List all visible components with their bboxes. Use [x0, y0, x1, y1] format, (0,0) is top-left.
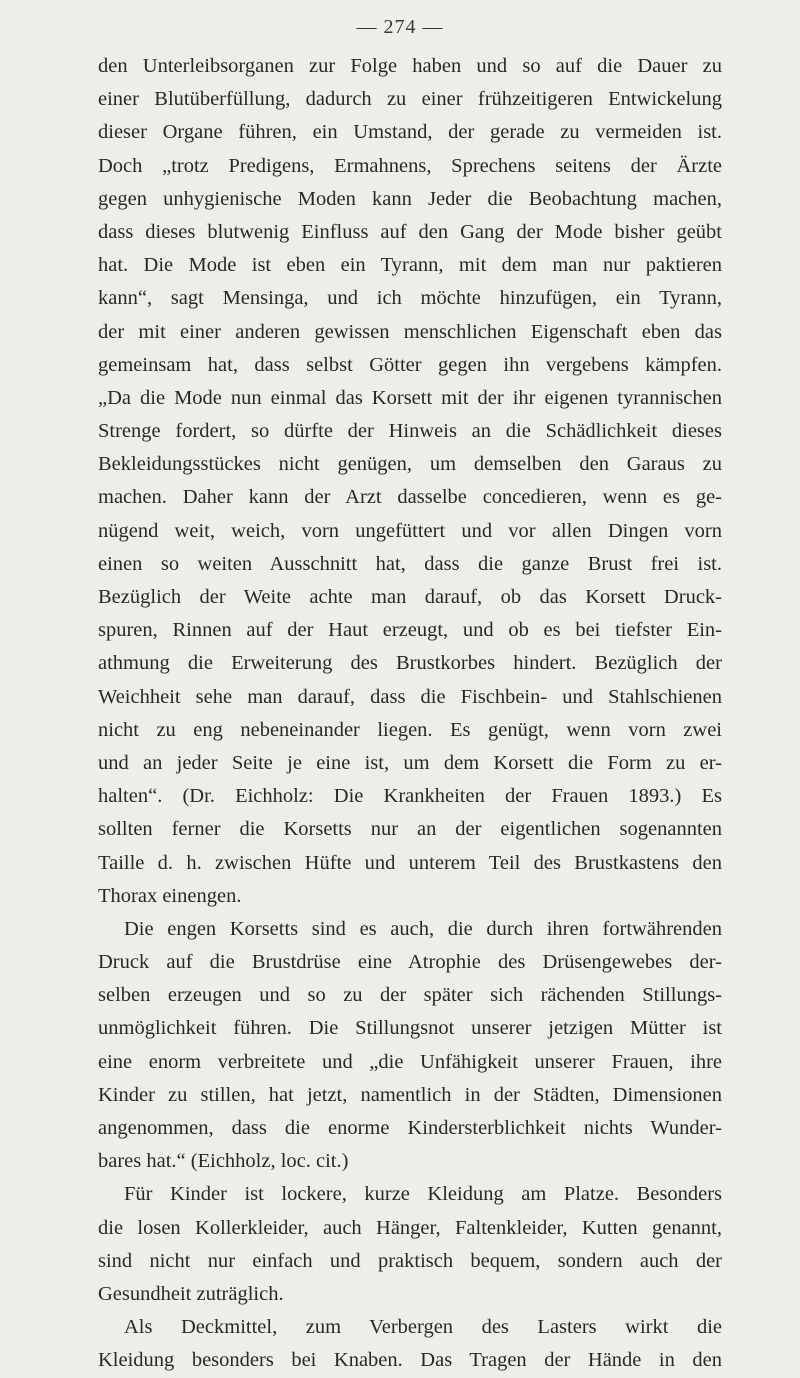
- text-line: Weichheit sehe man darauf, dass die Fischbein- und Stahlschienen: [98, 685, 722, 708]
- text-line: gegen unhygienische Moden kann Jeder die Beobachtung machen,: [98, 187, 722, 210]
- text-line: dass dieses blutwenig Einfluss auf den Gang der Mode bisher geübt: [98, 220, 722, 243]
- text-line: athmung die Erweiterung des Brustkorbes hindert. Bezüglich der: [98, 652, 722, 675]
- text-line: spuren, Rinnen auf der Haut erzeugt, und ob es bei tiefster Ein-: [98, 619, 722, 642]
- text-line: und an jeder Seite je eine ist, um dem Korsett die Form zu er-: [98, 751, 722, 774]
- text-line: Kinder zu stillen, hat jetzt, namentlich in der Städten, Dimensionen: [98, 1083, 722, 1106]
- page-number: — 274 —: [356, 16, 444, 38]
- text-line: dieser Organe führen, ein Umstand, der gerade zu vermeiden ist.: [98, 121, 722, 144]
- text-line: den Unterleibsorganen zur Folge haben und so auf die Dauer zu: [98, 55, 722, 77]
- text-line: Doch „trotz Predigens, Ermahnens, Sprechens seitens der Ärzte: [98, 154, 722, 177]
- text-line: Bezüglich der Weite achte man darauf, ob das Korsett Druck-: [98, 586, 722, 608]
- text-line: der mit einer anderen gewissen menschlichen Eigenschaft eben das: [98, 320, 722, 343]
- text-line: nügend weit, weich, vorn ungefüttert und vor allen Dingen vorn: [98, 519, 722, 542]
- text-line: halten“. (Dr. Eichholz: Die Krankheiten der Frauen 1893.) Es: [98, 785, 722, 808]
- text-line: Kleidung besonders bei Knaben. Das Tragen der Hände in den: [98, 1349, 722, 1372]
- text-line: Bekleidungsstückes nicht genügen, um demselben den Garaus zu: [98, 453, 722, 476]
- text-line: nicht zu eng nebeneinander liegen. Es genügt, wenn vorn zwei: [98, 718, 722, 741]
- text-line: einen so weiten Ausschnitt hat, dass die ganze Brust frei ist.: [98, 552, 722, 575]
- text-line: Druck auf die Brustdrüse eine Atrophie des Drüsengewebes der-: [98, 951, 722, 974]
- body-text: [98, 50, 722, 1378]
- text-line: sind nicht nur einfach und praktisch bequem, sondern auch der: [98, 1249, 722, 1272]
- text-line: kann“, sagt Mensinga, und ich möchte hinzufügen, ein Tyrann,: [98, 287, 722, 310]
- text-line: einer Blutüberfüllung, dadurch zu einer frühzeitigeren Entwickelung: [98, 88, 722, 111]
- text-line: „Da die Mode nun einmal das Korsett mit der ihr eigenen tyrannischen: [98, 386, 722, 409]
- text-line: Die engen Korsetts sind es auch, die durch ihren fortwährenden: [124, 917, 722, 940]
- text-line: angenommen, dass die enorme Kindersterblichkeit nichts Wunder-: [98, 1117, 722, 1139]
- text-line: die losen Kollerkleider, auch Hänger, Faltenkleider, Kutten genannt,: [98, 1216, 722, 1239]
- text-line: unmöglichkeit führen. Die Stillungsnot unserer jetzigen Mütter ist: [98, 1017, 722, 1040]
- text-line: Strenge fordert, so dürfte der Hinweis an die Schädlichkeit dieses: [98, 420, 722, 443]
- text-line: Taille d. h. zwischen Hüfte und unterem Teil des Brustkastens den: [98, 851, 722, 874]
- text-line: bares hat.“ (Eichholz, loc. cit.): [98, 1150, 349, 1173]
- text-line: Thorax einengen.: [98, 884, 242, 907]
- text-line: Als Deckmittel, zum Verbergen des Lasters wirkt die: [124, 1316, 722, 1339]
- text-line: Gesundheit zuträglich.: [98, 1282, 284, 1305]
- text-line: Für Kinder ist lockere, kurze Kleidung am Platze. Besonders: [124, 1183, 722, 1206]
- text-line: eine enorm verbreitete und „die Unfähigkeit unserer Frauen, ihre: [98, 1050, 722, 1073]
- text-line: machen. Daher kann der Arzt dasselbe concedieren, wenn es ge-: [98, 486, 722, 509]
- text-line: gemeinsam hat, dass selbst Götter gegen ihn vergebens kämpfen.: [98, 353, 722, 376]
- text-line: sollten ferner die Korsetts nur an der eigentlichen sogenannten: [98, 818, 722, 841]
- text-line: hat. Die Mode ist eben ein Tyrann, mit dem man nur paktieren: [98, 254, 722, 277]
- text-line: selben erzeugen und so zu der später sich rächenden Stillungs-: [98, 984, 722, 1007]
